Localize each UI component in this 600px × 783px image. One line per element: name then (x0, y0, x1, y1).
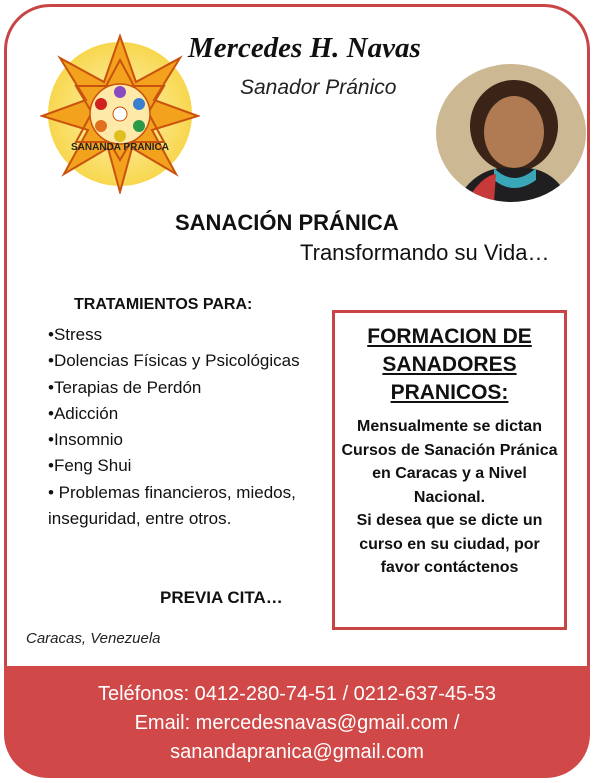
contact-footer (4, 666, 590, 778)
practitioner-name: Mercedes H. Navas (188, 32, 421, 64)
list-item: •Adicción (48, 403, 119, 423)
training-title: FORMACION DE SANADORES PRANICOS: (367, 325, 532, 404)
list-item: •Feng Shui (48, 456, 132, 476)
training-description: Mensualmente se dictan Cursos de Sanación Pránica en Caracas y a Nivel Nacional. (341, 418, 558, 506)
phone-numbers: Teléfonos: 0412-280-74-51 / 0212-637-45-53 (97, 683, 497, 705)
portrait-photo (436, 64, 586, 202)
treatments-list (48, 322, 310, 532)
training-contact-note: Si desea que se dicte un curso en su ciudad, por favor contáctenos (356, 512, 543, 576)
sananda-pranica-logo (40, 34, 200, 194)
practitioner-title: Sanador Pránico (240, 76, 397, 99)
email-line: sanandapranica@gmail.com (170, 741, 424, 763)
location-text: Caracas, Venezuela (26, 630, 161, 647)
service-headline: SANACIÓN PRÁNICA (175, 210, 399, 235)
training-box (332, 310, 567, 630)
list-item: •Stress (48, 325, 103, 344)
list-item: •Insomnio (48, 430, 123, 450)
training-body (340, 415, 560, 580)
email-line: Email: mercedesnavas@gmail.com / (134, 712, 460, 734)
logo-text: SANANDA PRANICA (71, 142, 169, 153)
treatments-title: TRATAMIENTOS PARA: (74, 296, 253, 313)
list-item: •Dolencias Físicas y Psicológicas (48, 351, 300, 371)
list-item: •Terapias de Perdón (48, 377, 202, 397)
service-tagline: Transformando su Vida… (300, 240, 550, 265)
list-item: • Problemas financieros, miedos, inseguridad, entre otros. (48, 482, 296, 529)
appointment-note: PREVIA CITA… (160, 588, 283, 607)
